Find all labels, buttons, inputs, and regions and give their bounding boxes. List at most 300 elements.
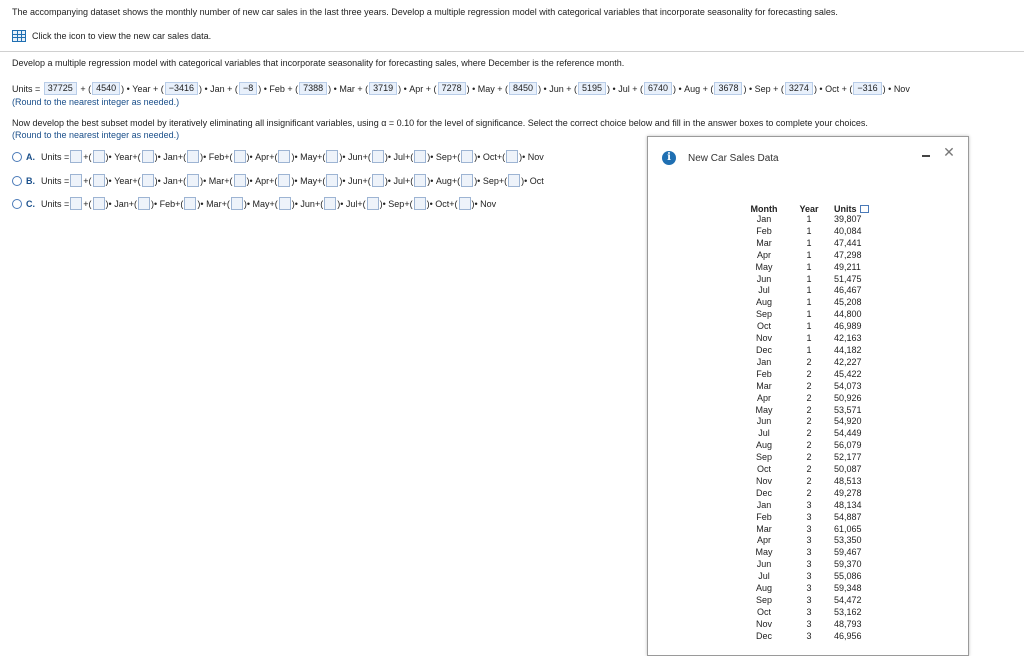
part2-round-note: (Round to the nearest integer as needed.) (12, 130, 180, 140)
radio-choice-a[interactable] (12, 152, 22, 162)
var-label: Apr (409, 83, 424, 94)
coef-input[interactable] (461, 150, 473, 163)
coef-value: −8 (239, 82, 257, 95)
cell-year: 1 (806, 297, 812, 308)
paren-close: ) • (466, 83, 478, 94)
cell-units: 53,571 (834, 404, 862, 415)
coef-value: 7278 (438, 82, 466, 95)
cell-year: 1 (806, 249, 812, 260)
cell-year: 2 (806, 356, 812, 367)
var-label: Feb (208, 151, 225, 162)
plus-sign: + ( (224, 83, 238, 94)
coef-input[interactable] (187, 150, 199, 163)
minimize-button[interactable] (922, 149, 932, 159)
table-header-row (738, 203, 886, 214)
paren-close: )• (243, 198, 253, 209)
var-label: Jul (618, 83, 630, 94)
var-label: Jul (393, 175, 405, 186)
cell-units: 39,807 (834, 214, 862, 224)
cell-units: 48,793 (834, 618, 862, 629)
cell-year: 2 (806, 404, 812, 415)
view-data-link-label[interactable]: Click the icon to view the new car sales data. (32, 31, 212, 41)
var-label: Jun (348, 151, 363, 162)
table-row (738, 619, 886, 631)
paren-close: ) • (813, 83, 826, 94)
coef-input[interactable] (459, 197, 471, 210)
cell-units: 61,065 (834, 523, 862, 534)
var-label: Jun (348, 175, 363, 186)
cell-year: 1 (806, 273, 812, 284)
paren-close: )• (200, 175, 209, 186)
var-label: Jun (300, 198, 315, 209)
plus-sign: + ( (700, 83, 714, 94)
table-row (738, 464, 886, 476)
cell-units: 42,227 (834, 356, 862, 367)
table-row (738, 428, 886, 440)
var-label: Jun (549, 83, 564, 94)
plus-sign: +( (269, 175, 278, 186)
cell-year: 1 (806, 309, 812, 320)
var-label: Feb (159, 198, 176, 209)
plus-sign: +( (224, 175, 233, 186)
cell-year: 3 (806, 559, 812, 570)
cell-units: 45,422 (834, 368, 862, 379)
cell-month: Apr (756, 249, 771, 260)
coef-input[interactable] (506, 150, 518, 163)
plus-sign: +( (269, 151, 278, 162)
var-label: Jul (393, 151, 405, 162)
coef-value: 5195 (578, 82, 606, 95)
cell-units: 44,182 (834, 344, 862, 355)
cell-month: Jul (758, 571, 770, 582)
cell-year: 1 (806, 321, 812, 332)
paren-close: )• (200, 151, 209, 162)
paren-close: ) • (538, 83, 550, 94)
var-label: Oct (825, 83, 840, 94)
cell-units: 51,475 (834, 273, 862, 284)
radio-choice-c[interactable] (12, 199, 22, 209)
paren-close: )• (105, 198, 115, 209)
coef-value: 8450 (509, 82, 537, 95)
table-row (738, 321, 886, 333)
coef-value: −3416 (165, 82, 198, 95)
cell-year: 3 (806, 535, 812, 546)
paren-close: )• (197, 198, 207, 209)
plus-sign: + ( (150, 83, 164, 94)
paren-close: )• (474, 175, 483, 186)
coef-value: 3274 (785, 82, 813, 95)
coef-input[interactable] (278, 150, 290, 163)
cell-year: 1 (806, 261, 812, 272)
cell-month: Dec (755, 487, 772, 498)
cell-month: Feb (756, 511, 772, 522)
table-row (738, 297, 886, 309)
coef-input[interactable] (234, 150, 246, 163)
coef-value: −316 (853, 82, 881, 95)
table-row (738, 309, 886, 321)
cell-month: May (755, 547, 773, 558)
choice-a[interactable] (12, 150, 544, 163)
cell-year: 2 (806, 440, 812, 451)
plus-sign: + ( (354, 83, 369, 94)
plus-sign: +( (224, 151, 233, 162)
table-row (738, 547, 886, 559)
intercept-input[interactable] (70, 150, 82, 163)
paren-close: ) • (882, 83, 894, 94)
choice-b[interactable] (12, 174, 544, 187)
var-label: Aug (684, 83, 701, 94)
var-label: Mar (208, 175, 225, 186)
plus-sign: +( (451, 151, 461, 162)
plus-sign: +( (357, 198, 366, 209)
plus-sign: +( (405, 151, 414, 162)
cell-units: 54,920 (834, 416, 862, 427)
plus-sign: +( (362, 175, 371, 186)
var-label: Aug (435, 175, 452, 186)
coef-input[interactable] (184, 197, 196, 210)
paren-close: ) • (258, 83, 270, 94)
plus-sign: +( (83, 175, 92, 186)
view-data-link[interactable] (12, 30, 211, 42)
table-row (738, 583, 886, 595)
cell-month: Sep (755, 595, 772, 605)
cell-units: 44,800 (834, 309, 862, 320)
plus-sign: +( (175, 198, 184, 209)
plus-sign: +( (83, 198, 92, 209)
plus-sign: + ( (563, 83, 577, 94)
cell-units: 54,472 (834, 595, 862, 605)
coef-input[interactable] (142, 174, 154, 187)
table-row (738, 262, 886, 274)
paren-close: )• (291, 175, 301, 186)
copy-icon[interactable] (860, 205, 869, 213)
paren-close: )• (427, 151, 436, 162)
var-label: May (300, 175, 318, 186)
data-table (738, 203, 886, 643)
plus-sign: + ( (629, 83, 643, 94)
var-label: Nov (480, 198, 497, 209)
cell-units: 47,441 (834, 237, 862, 248)
cell-year: 3 (806, 630, 812, 641)
cell-month: Apr (756, 535, 771, 546)
cell-year: 1 (806, 333, 812, 344)
cell-year: 2 (806, 392, 812, 403)
paren-close: )• (521, 175, 530, 186)
choice-c[interactable] (12, 197, 496, 210)
table-row (738, 274, 886, 286)
cell-units: 53,350 (834, 535, 862, 546)
plus-sign: +( (496, 151, 506, 162)
cell-month: Jan (756, 356, 772, 367)
cell-year: 3 (806, 571, 812, 582)
paren-close: )• (519, 151, 528, 162)
cell-month: May (755, 404, 773, 415)
table-row (738, 452, 886, 464)
cell-month: Apr (756, 392, 771, 403)
cell-year: 3 (806, 523, 812, 534)
table-row (738, 476, 886, 488)
cell-year: 2 (806, 368, 812, 379)
paren-close: )• (339, 175, 349, 186)
coef-input[interactable] (326, 174, 338, 187)
cell-month: Aug (755, 440, 772, 451)
var-label: Mar (339, 83, 355, 94)
cell-year: 3 (806, 606, 812, 617)
cell-year: 1 (806, 214, 812, 224)
table-row (738, 393, 886, 405)
coef-input[interactable] (414, 150, 426, 163)
coef-value: 4540 (92, 82, 120, 95)
coef-input[interactable] (234, 174, 246, 187)
plus-sign: + ( (494, 83, 509, 94)
cell-units: 48,513 (834, 475, 862, 486)
paren-close: )• (384, 151, 394, 162)
paren-close: ) • (121, 83, 133, 94)
plus-sign: +( (498, 175, 508, 186)
table-row (738, 381, 886, 393)
cell-units: 54,073 (834, 380, 862, 391)
col-header-month: Month (750, 203, 778, 214)
coef-input[interactable] (93, 174, 105, 187)
popup-header (648, 137, 968, 177)
table-icon[interactable] (12, 30, 26, 42)
paren-close: )• (154, 175, 164, 186)
cell-units: 59,370 (834, 559, 862, 570)
coef-input[interactable] (187, 174, 199, 187)
var-label: Jul (345, 198, 358, 209)
var-label: May (300, 151, 318, 162)
plus-sign: + ( (423, 83, 437, 94)
paren-close: )• (379, 198, 389, 209)
table-row (738, 405, 886, 417)
cell-month: Jul (758, 285, 770, 296)
col-header-units (828, 203, 886, 214)
plus-sign: +( (83, 151, 92, 162)
cell-units: 55,086 (834, 571, 862, 582)
paren-close: ) • (673, 83, 685, 94)
cell-year: 1 (806, 237, 812, 248)
cell-month: Jun (756, 416, 772, 427)
paren-close: )• (105, 151, 115, 162)
cell-units: 48,134 (834, 499, 862, 510)
radio-choice-b[interactable] (12, 176, 22, 186)
var-label: May (477, 83, 495, 94)
coef-input[interactable] (93, 197, 105, 210)
coef-input[interactable] (461, 174, 473, 187)
data-popup (647, 136, 969, 656)
coef-input[interactable] (372, 150, 384, 163)
coef-input[interactable] (367, 197, 379, 210)
paren-close: )• (105, 175, 115, 186)
table-row (738, 571, 886, 583)
popup-title: New Car Sales Data (688, 153, 779, 164)
var-label: Jan (114, 198, 129, 209)
coef-input[interactable] (278, 174, 290, 187)
plus-sign: +( (404, 198, 413, 209)
cell-units: 54,449 (834, 428, 862, 439)
cell-units: 49,278 (834, 487, 862, 498)
cell-units: 50,087 (834, 464, 862, 475)
cell-units: 52,177 (834, 452, 862, 463)
cell-month: Jun (756, 273, 772, 284)
cell-month: Sep (755, 452, 772, 463)
paren-close: )• (154, 151, 164, 162)
paren-close: )• (426, 198, 436, 209)
var-label: Year (114, 175, 133, 186)
choice-letter: B. (26, 175, 35, 186)
cell-units: 53,162 (834, 606, 862, 617)
paren-close: ) • (328, 83, 340, 94)
coef-input[interactable] (326, 150, 338, 163)
table-row (738, 369, 886, 381)
var-label: Oct (529, 175, 544, 186)
choice-lhs: Units = (41, 151, 70, 162)
cell-year: 1 (806, 285, 812, 296)
cell-month: Jan (756, 214, 772, 224)
var-label: Mar (206, 198, 222, 209)
cell-year: 2 (806, 452, 812, 463)
choice-letter: C. (26, 198, 35, 209)
table-row (738, 357, 886, 369)
plus-sign: +( (317, 151, 326, 162)
plus-sign: + ( (77, 83, 92, 94)
paren-close: )• (291, 198, 301, 209)
coef-input[interactable] (231, 197, 243, 210)
table-row (738, 214, 886, 226)
cell-units: 46,956 (834, 630, 862, 641)
plus-sign: +( (362, 151, 371, 162)
cell-month: Jun (756, 559, 772, 570)
cell-units: 54,887 (834, 511, 862, 522)
var-label: Jan (210, 83, 225, 94)
table-row (738, 559, 886, 571)
coef-input[interactable] (372, 174, 384, 187)
cell-units: 42,163 (834, 333, 862, 344)
table-row (738, 535, 886, 547)
cell-month: Feb (756, 225, 772, 236)
var-label: Jan (163, 175, 178, 186)
cell-units: 50,926 (834, 392, 862, 403)
cell-year: 1 (806, 225, 812, 236)
intercept-value: 37725 (44, 82, 77, 95)
cell-units: 49,211 (834, 261, 861, 272)
cell-month: Dec (755, 344, 772, 355)
cell-year: 3 (806, 618, 812, 629)
var-label: May (252, 198, 270, 209)
cell-units: 40,084 (834, 225, 862, 236)
paren-close: ) • (398, 83, 410, 94)
plus-sign: + ( (770, 83, 784, 94)
var-label: Apr (255, 175, 270, 186)
cell-month: Aug (755, 583, 772, 594)
plus-sign: +( (317, 175, 326, 186)
cell-month: Nov (755, 618, 772, 629)
regression-equation (12, 82, 910, 95)
plus-sign: +( (221, 198, 230, 209)
cell-units: 59,348 (834, 583, 862, 594)
table-row (738, 512, 886, 524)
info-icon: i (662, 151, 676, 165)
cell-units: 46,989 (834, 321, 862, 332)
cell-units: 47,298 (834, 249, 862, 260)
cell-year: 3 (806, 511, 812, 522)
paren-close: )• (384, 175, 394, 186)
paren-close: )• (474, 151, 483, 162)
close-icon[interactable]: ✕ (943, 144, 955, 160)
cell-month: Jul (758, 428, 770, 439)
cell-year: 3 (806, 547, 812, 558)
cell-units: 59,467 (834, 547, 862, 558)
choice-lhs: Units = (41, 175, 70, 186)
coef-input[interactable] (414, 174, 426, 187)
var-label: Year (132, 83, 151, 94)
table-row (738, 524, 886, 536)
col-header-units-label: Units (834, 203, 857, 214)
cell-month: Nov (755, 475, 772, 486)
paren-close: )• (471, 198, 481, 209)
var-label: Apr (255, 151, 270, 162)
plus-sign: +( (177, 151, 187, 162)
coef-input[interactable] (279, 197, 291, 210)
coef-input[interactable] (142, 150, 154, 163)
cell-month: Sep (755, 309, 772, 320)
cell-month: Aug (755, 297, 772, 308)
coef-value: 6740 (644, 82, 672, 95)
cell-month: Oct (756, 606, 771, 617)
cell-month: May (755, 261, 773, 272)
part2-instruction: Now develop the best subset model by iteratively eliminating all insignificant variables, using α = 0.10 for the level of significance. Select the correct choice below and fill in the answer boxes to complete your choices. (12, 118, 868, 128)
coef-input[interactable] (138, 197, 150, 210)
var-label: Nov (527, 151, 544, 162)
cell-month: Mar (756, 380, 772, 391)
cell-year: 2 (806, 475, 812, 486)
coef-input[interactable] (414, 197, 426, 210)
cell-month: Dec (755, 630, 772, 641)
var-label: Jan (163, 151, 178, 162)
intercept-input[interactable] (70, 174, 82, 187)
col-header-year: Year (799, 203, 819, 214)
cell-month: Nov (755, 333, 772, 344)
paren-close: )• (427, 175, 436, 186)
coef-input[interactable] (508, 174, 520, 187)
table-row (738, 607, 886, 619)
cell-month: Mar (756, 237, 772, 248)
var-label: Sep (754, 83, 771, 94)
cell-year: 2 (806, 416, 812, 427)
coef-input[interactable] (93, 150, 105, 163)
table-row (738, 345, 886, 357)
table-row (738, 488, 886, 500)
table-row (738, 500, 886, 512)
coef-value: 3719 (369, 82, 397, 95)
intro-text: The accompanying dataset shows the monthly number of new car sales in the last three years. Develop a multiple regression model with categorical variables that incorporate seasonality for forecasting sales. (12, 7, 838, 17)
plus-sign: + ( (284, 83, 299, 94)
coef-input[interactable] (324, 197, 336, 210)
cell-units: 45,208 (834, 297, 862, 308)
var-label: Oct (482, 151, 497, 162)
table-row (738, 440, 886, 452)
cell-month: Mar (756, 523, 772, 534)
cell-month: Feb (756, 368, 772, 379)
paren-close: ) • (743, 83, 755, 94)
part1-round-note: (Round to the nearest integer as needed.) (12, 97, 180, 107)
intercept-input[interactable] (70, 197, 82, 210)
table-row (738, 238, 886, 250)
paren-close: ) • (199, 83, 211, 94)
table-row (738, 416, 886, 428)
cell-month: Jan (756, 499, 772, 510)
plus-sign: +( (132, 151, 141, 162)
